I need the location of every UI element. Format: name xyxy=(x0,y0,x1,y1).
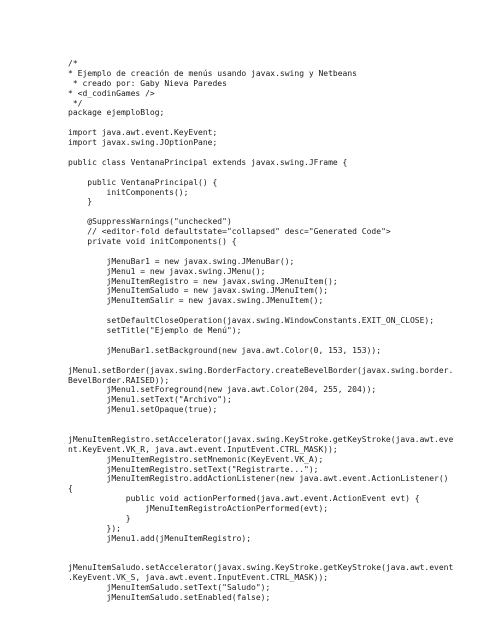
code-line: jMenuItemRegistro.setMnemonic(KeyEvent.VK_A); xyxy=(68,454,324,464)
code-line: } xyxy=(68,197,93,207)
code-line: jMenuItemSalir = new javax.swing.JMenuItem(); xyxy=(68,296,324,306)
code-line: jMenu1.setText("Archivo"); xyxy=(68,395,232,405)
code-line xyxy=(68,148,488,158)
code-line: }); xyxy=(68,523,121,533)
code-line: @SuppressWarnings("unchecked") xyxy=(68,217,232,227)
code-line xyxy=(68,356,488,366)
code-line: jMenuItemSaludo.setEnabled(false); xyxy=(68,593,271,603)
code-line: jMenu1 = new javax.swing.JMenu(); xyxy=(68,266,266,276)
code-line: public VentanaPrincipal() { xyxy=(68,177,218,187)
code-line: jMenuItemSaludo.setText("Saludo"); xyxy=(68,583,271,593)
code-line: jMenu1.setForeground(new java.awt.Color(204, 255, 204)); xyxy=(68,385,377,395)
code-line xyxy=(68,247,488,257)
code-line: initComponents(); xyxy=(68,187,189,197)
code-line: package ejemploBlog; xyxy=(68,108,165,118)
code-line xyxy=(68,425,488,435)
code-line: jMenuItemSaludo = new javax.swing.JMenuItem(); xyxy=(68,286,329,296)
code-line: { xyxy=(68,484,73,494)
code-line: import javax.swing.JOptionPane; xyxy=(68,138,218,148)
code-line: BevelBorder.RAISED)); xyxy=(68,375,170,385)
code-line: jMenuItemRegistro.setText("Registrarte..."); xyxy=(68,464,319,474)
code-listing xyxy=(68,59,488,603)
code-line: import java.awt.event.KeyEvent; xyxy=(68,128,218,138)
code-line: public void actionPerformed(java.awt.event.ActionEvent evt) { xyxy=(68,494,420,504)
code-line xyxy=(68,554,488,564)
code-line: jMenuItemRegistro.setAccelerator(javax.swing.KeyStroke.getKeyStroke(java.awt.eve xyxy=(68,434,454,444)
code-line: jMenuItemRegistro = new javax.swing.JMenuItem(); xyxy=(68,276,338,286)
code-line: jMenuItemSaludo.setAccelerator(javax.swing.KeyStroke.getKeyStroke(java.awt.event xyxy=(68,563,454,573)
code-line: * Ejemplo de creación de menús usando javax.swing y Netbeans xyxy=(68,68,357,78)
code-line xyxy=(68,336,488,346)
code-line: private void initComponents() { xyxy=(68,237,237,247)
code-line: nt.KeyEvent.VK_R, java.awt.event.InputEvent.CTRL_MASK)); xyxy=(68,444,338,454)
code-line xyxy=(68,306,488,316)
code-line xyxy=(68,168,488,178)
code-line: setTitle("Ejemplo de Menú"); xyxy=(68,326,242,336)
code-line xyxy=(68,118,488,128)
code-line: jMenuItemRegistro.addActionListener(new java.awt.event.ActionListener() xyxy=(68,474,449,484)
code-line xyxy=(68,207,488,217)
code-line: } xyxy=(68,513,131,523)
code-line: .KeyEvent.VK_S, java.awt.event.InputEvent.CTRL_MASK)); xyxy=(68,573,329,583)
code-line: jMenuItemRegistroActionPerformed(evt); xyxy=(68,504,329,514)
code-line: jMenu1.add(jMenuItemRegistro); xyxy=(68,533,252,543)
code-line xyxy=(68,544,488,554)
code-line: jMenuBar1 = new javax.swing.JMenuBar(); xyxy=(68,256,295,266)
code-line: jMenu1.setOpaque(true); xyxy=(68,405,218,415)
code-line: * <d_codinGames /> xyxy=(68,88,155,98)
code-line: jMenuBar1.setBackground(new java.awt.Color(0, 153, 153)); xyxy=(68,345,382,355)
code-line: jMenu1.setBorder(javax.swing.BorderFactory.createBevelBorder(javax.swing.border. xyxy=(68,365,454,375)
code-line xyxy=(68,415,488,425)
code-line: setDefaultCloseOperation(javax.swing.WindowConstants.EXIT_ON_CLOSE); xyxy=(68,316,435,326)
code-line: /* xyxy=(68,59,78,68)
code-line: // <editor-fold defaultstate="collapsed" desc="Generated Code"> xyxy=(68,227,391,237)
code-line: public class VentanaPrincipal extends javax.swing.JFrame { xyxy=(68,157,348,167)
code-line: */ xyxy=(68,98,83,108)
code-line: * creado por: Gaby Nieva Paredes xyxy=(68,78,227,88)
